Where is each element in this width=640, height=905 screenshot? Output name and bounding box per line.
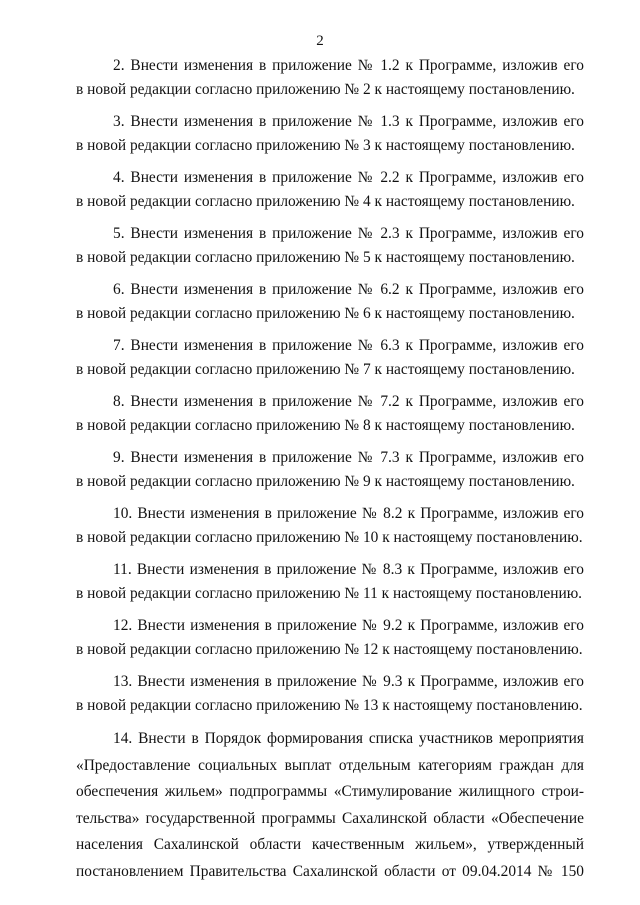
paragraph-item-2 bbox=[76, 54, 584, 102]
paragraph-line: обеспечения жильем» подпрограммы «Стимулирование жилищного строи- bbox=[76, 783, 584, 800]
paragraph-line: 5. Внести изменения в приложение № 2.3 к Программе, изложив его bbox=[113, 225, 584, 242]
paragraph-line: в новой редакции согласно приложению № 13 к настоящему постановлению. bbox=[76, 697, 583, 714]
paragraph-line: «Предоставление социальных выплат отдельным категориям граждан для bbox=[76, 756, 584, 774]
paragraph-line: 11. Внести изменения в приложение № 8.3 к Программе, изложив его bbox=[113, 561, 584, 578]
paragraph-line: в новой редакции согласно приложению № 2 к настоящему постановлению. bbox=[76, 81, 575, 98]
paragraph-line: в новой редакции согласно приложению № 8 к настоящему постановлению. bbox=[76, 417, 575, 434]
paragraph-item-13 bbox=[76, 670, 584, 718]
paragraph-line: 6. Внести изменения в приложение № 6.2 к Программе, изложив его bbox=[113, 281, 584, 298]
paragraph-line: 3. Внести изменения в приложение № 1.3 к Программе, изложив его bbox=[113, 113, 584, 130]
paragraph-line: в новой редакции согласно приложению № 11 к настоящему постановлению. bbox=[76, 585, 583, 602]
paragraph-line: 12. Внести изменения в приложение № 9.2 к Программе, изложив его bbox=[113, 617, 584, 634]
paragraph-line: 9. Внести изменения в приложение № 7.3 к Программе, изложив его bbox=[113, 449, 584, 466]
paragraph-line: в новой редакции согласно приложению № 5 к настоящему постановлению. bbox=[76, 249, 575, 266]
paragraph-item-9 bbox=[76, 446, 584, 494]
paragraph-line: в новой редакции согласно приложению № 10 к настоящему постановлению. bbox=[76, 529, 583, 546]
paragraph-item-5 bbox=[76, 222, 584, 270]
paragraph-line: в новой редакции согласно приложению № 9 к настоящему постановлению. bbox=[76, 473, 575, 490]
page-number: 2 bbox=[316, 33, 324, 49]
paragraph-line: 14. Внести в Порядок формирования списка участников мероприятия bbox=[113, 730, 584, 747]
document-body bbox=[76, 54, 584, 885]
paragraph-item-8 bbox=[76, 390, 584, 438]
paragraph-item-6 bbox=[76, 278, 584, 326]
paragraph-line: в новой редакции согласно приложению № 6 к настоящему постановлению. bbox=[76, 305, 575, 322]
paragraph-line: в новой редакции согласно приложению № 4 к настоящему постановлению. bbox=[76, 193, 575, 210]
paragraph-line: постановлением Правительства Сахалинской области от 09.04.2014 № 150 bbox=[76, 862, 584, 880]
paragraph-line: в новой редакции согласно приложению № 12 к настоящему постановлению. bbox=[76, 641, 583, 658]
paragraph-item-11 bbox=[76, 558, 584, 606]
paragraph-item-7 bbox=[76, 334, 584, 382]
paragraph-line: 10. Внести изменения в приложение № 8.2 к Программе, изложив его bbox=[113, 505, 584, 522]
paragraph-line: 8. Внести изменения в приложение № 7.2 к Программе, изложив его bbox=[113, 393, 584, 410]
paragraph-item-10 bbox=[76, 502, 584, 550]
paragraph-item-14 bbox=[76, 726, 584, 885]
paragraph-line: в новой редакции согласно приложению № 3 к настоящему постановлению. bbox=[76, 137, 575, 154]
paragraph-line: 13. Внести изменения в приложение № 9.3 к Программе, изложив его bbox=[113, 673, 584, 690]
paragraph-line: 2. Внести изменения в приложение № 1.2 к Программе, изложив его bbox=[113, 57, 584, 74]
paragraph-item-3 bbox=[76, 110, 584, 158]
paragraph-line: тельства» государственной программы Сахалинской области «Обеспечение bbox=[76, 809, 584, 827]
paragraph-line: 4. Внести изменения в приложение № 2.2 к Программе, изложив его bbox=[113, 169, 584, 186]
paragraph-item-4 bbox=[76, 166, 584, 214]
paragraph-line: 7. Внести изменения в приложение № 6.3 к Программе, изложив его bbox=[113, 337, 584, 354]
paragraph-item-12 bbox=[76, 614, 584, 662]
paragraph-line: в новой редакции согласно приложению № 7 к настоящему постановлению. bbox=[76, 361, 575, 378]
paragraph-line: населения Сахалинской области качественным жильем», утвержденный bbox=[76, 836, 584, 853]
